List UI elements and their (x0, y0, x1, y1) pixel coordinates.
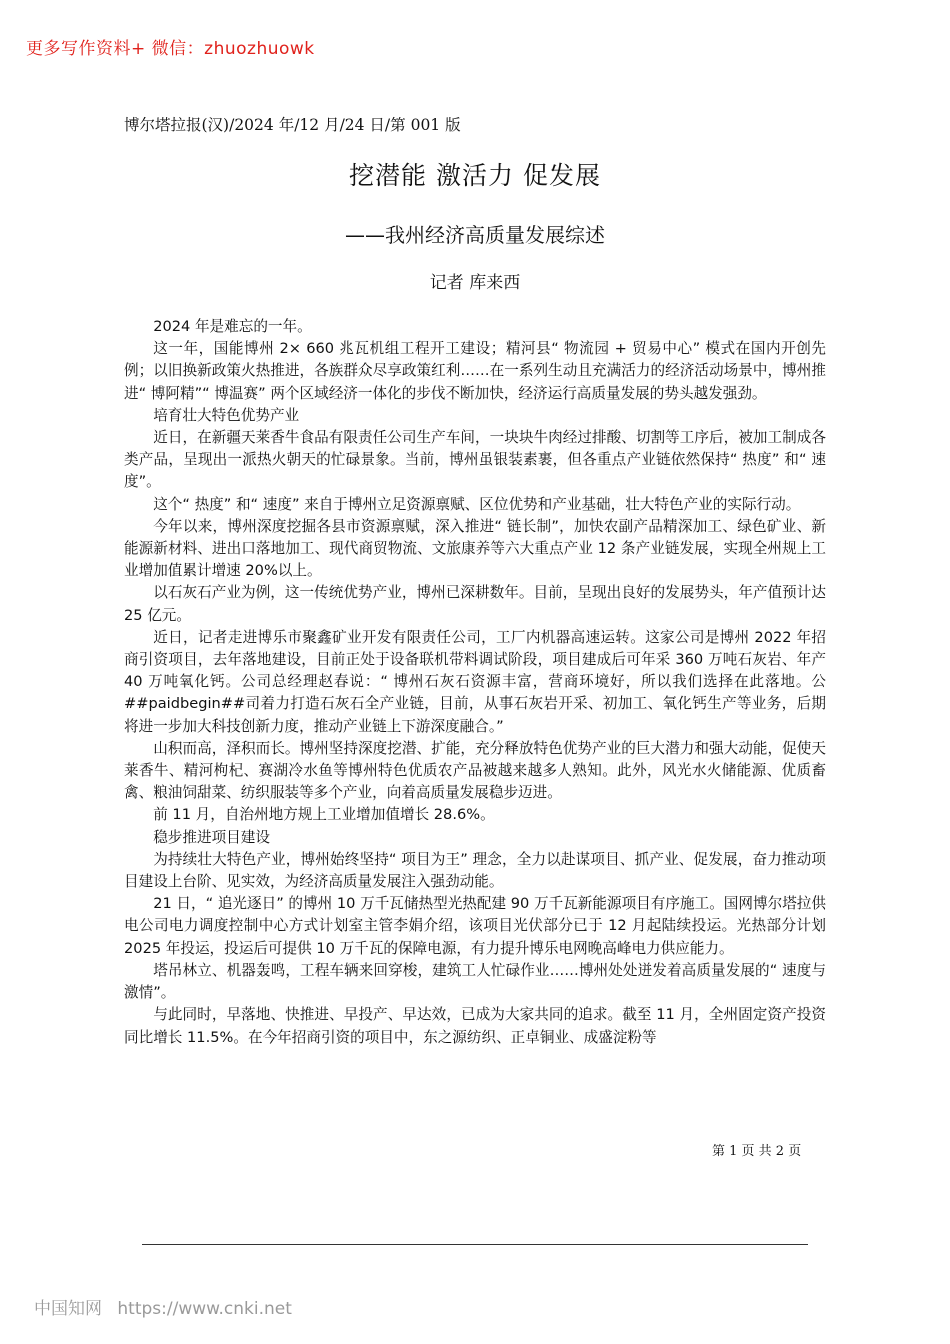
source-line: 博尔塔拉报(汉)/2024 年/12 月/24 日/第 001 版 (124, 116, 461, 134)
paragraph: 这个“ 热度” 和“ 速度” 来自于博州立足资源禀赋、区位优势和产业基础，壮大特色产业的实际行动。 (153, 495, 801, 513)
article-author: 记者 库来西 (429, 273, 521, 293)
footer-site-name: 中国知网 (34, 1299, 102, 1319)
footer-url[interactable]: https://www.cnki.net (117, 1299, 292, 1319)
paragraph: 2024 年是难忘的一年。 (153, 318, 312, 335)
section-heading: 稳步推进项目建设 (153, 828, 270, 846)
page-number: 第 1 页 共 2 页 (712, 1144, 802, 1159)
promo-banner[interactable]: 更多写作资料+ 微信：zhuozhuowk (26, 39, 315, 59)
paragraph: 这一年，国能博州 2× 660 兆瓦机组工程开工建设；精河县“ 物流园 + 贸易中心” 模式在国内开创先例；以旧换新政策火热推进，各族群众尽享政策红利……在一系列生动且充满活力的经济活动场景中，博州推进“ 博阿精”“ 博温赛” 两个区域经济一体化的步伐不断加快，经济运行高质量发展的势头越发强劲。 (124, 340, 826, 402)
article-body (124, 316, 826, 1049)
paragraph: 与此同时，早落地、快推进、早投产、早达效，已成为大家共同的追求。截至 11 月，全州固定资产投资同比增长 11.5%。在今年招商引资的项目中，东之源纺织、正卓铜业、成盛淀粉等 (124, 1006, 826, 1046)
paragraph: 今年以来，博州深度挖掘各县市资源禀赋，深入推进“ 链长制”，加快农副产品精深加工、绿色矿业、新能源新材料、进出口落地加工、现代商贸物流、文旅康养等六大重点产业 12 条产业链发展，实现全州规上工业增加值累计增速 20%以上。 (124, 517, 826, 580)
paragraph: 山积而高，泽积而长。博州坚持深度挖潜、扩能，充分释放特色优势产业的巨大潜力和强大动能，促使天莱香牛、精河枸杞、赛湖冷水鱼等博州特色优质农产品被越来越多人熟知。此外，风光水火储能源、优质畜禽、粮油饲甜菜、纺织服装等多个产业，向着高质量发展稳步迈进。 (124, 739, 826, 802)
section-heading: 培育壮大特色优势产业 (153, 406, 300, 424)
paragraph: 塔吊林立、机器轰鸣，工程车辆来回穿梭，建筑工人忙碌作业……博州处处迸发着高质量发展的“ 速度与激情”。 (124, 961, 826, 1002)
paragraph: 为持续壮大特色产业，博州始终坚持“ 项目为王” 理念，全力以赴谋项目、抓产业、促发展，奋力推动项目建设上台阶、见实效，为经济高质量发展注入强劲动能。 (124, 850, 826, 891)
footer-divider (142, 1244, 808, 1245)
article-title: 挖潜能 激活力 促发展 (349, 161, 601, 190)
article-subtitle: ——我州经济高质量发展综述 (345, 223, 605, 247)
paragraph: 近日，记者走进博乐市聚鑫矿业开发有限责任公司，工厂内机器高速运转。这家公司是博州 2022 年招商引资项目，去年落地建设，目前正处于设备联机带料调试阶段，项目建成后可年采 360 万吨石灰岩、年产 40 万吨氧化钙。公司总经理赵春说：“ 博州石灰石资源丰富，营商环境好，所以我们选择在此落地。公##paidbegin##司着力打造石灰石全产业链，目前，从事石灰岩开采、初加工、氧化钙生产等业务，后期将进一步加大科技创新力度，推动产业链上下游深度融合。” (124, 628, 826, 735)
paragraph: 近日，在新疆天莱香牛食品有限责任公司生产车间，一块块牛肉经过排酸、切割等工序后，被加工制成各类产品，呈现出一派热火朝天的忙碌景象。当前，博州虽银装素裹，但各重点产业链依然保持“ 热度” 和“ 速度”。 (124, 429, 826, 491)
paragraph: 前 11 月，自治州地方规上工业增加值增长 28.6%。 (153, 806, 495, 824)
paragraph: 21 日，“ 追光逐日” 的博州 10 万千瓦储热型光热配建 90 万千瓦新能源项目有序施工。国网博尔塔拉供电公司电力调度控制中心方式计划室主管李娟介绍，该项目光伏部分已于 12 月起陆续投运。光热部分计划 2025 年投运，投运后可提供 10 万千瓦的保障电源，有力提升博乐电网晚高峰电力供应能力。 (124, 895, 826, 957)
paragraph: 以石灰石产业为例，这一传统优势产业，博州已深耕数年。目前，呈现出良好的发展势头，年产值预计达 25 亿元。 (124, 584, 826, 624)
footer-watermark (34, 1294, 302, 1319)
